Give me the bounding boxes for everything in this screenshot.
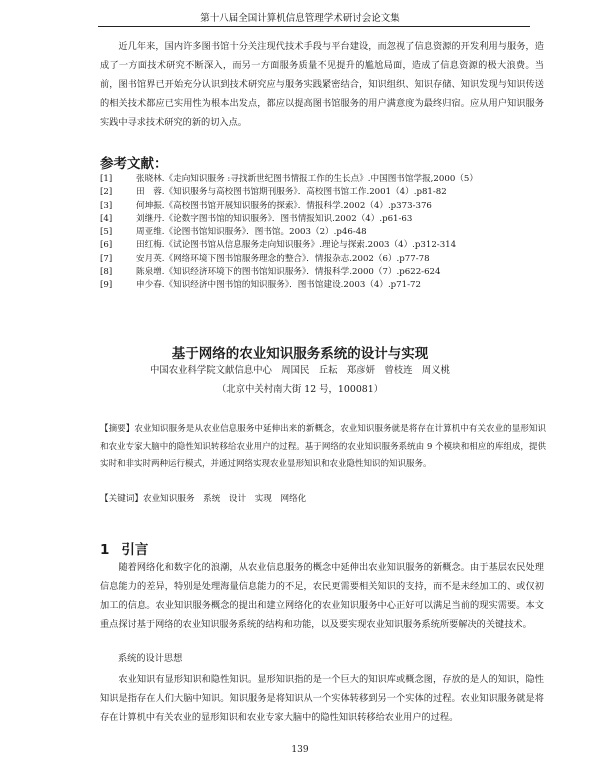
header-rule [98,26,530,27]
reference-number: [9] [100,280,113,291]
keywords-line: 【关键词】农业知识服务 系统 设计 实现 网络化 [100,494,307,504]
section-number: 1 [100,542,110,558]
reference-text: 张晓林.《走向知识服务 :寻找新世纪图书情报工作的生长点》.中国图书馆学报,2000（5） [136,174,478,184]
reference-number: [7] [100,253,113,264]
section-paragraph-1: 随着网络化和数字化的浪潮，从农业信息服务的概念中延伸出农业知识服务的新概念。由于基层农民处理信息能力的差异，特别是处理海量信息能力的不足，农民更需要相关知识的支持，而不是未经加工的、或仅初加工的信息。农业知识服务概念的提出和建立网络化的农业知识服务中心正好可以满足当前的现实需要。本文重点探讨基于网络的农业知识服务系统的结构和功能，以及要实现农业知识服务系统所要解决的关键技术。 [100,562,544,630]
reference-text: 田红梅.《试论图书馆从信息服务走向知识服务》.理论与探索.2003（4）.p312-314 [136,240,457,251]
running-header: 第十八届全国计算机信息管理学术研讨会论文集 [200,13,400,24]
reference-text: 周亚维.《论图书馆知识服务》．图书馆。2003（2）.p46-48 [136,227,367,238]
intro-paragraph: 近几年来，国内许多图书馆十分关注现代技术手段与平台建设，而忽视了信息资源的开发利用与服务，造成了一方面技术研究不断深入，而另一方面服务质量不见提升的尴尬局面，造成了信息资源的极大浪费。当前，图书馆界已开始充分认识到技术研究应与服务实践紧密结合，知识组织、知识存储、知识发现与知识传送的相关技术都应已实用性为根本出发点，都应以提高图书馆服务的用户满意度为最终归宿。应从用户知识服务实践中寻求技术研究的新的切入点。 [100,41,544,128]
reference-text: 刘继丹.《论数字图书馆的知识服务》．图书情报知识.2002（4）.p61-63 [136,213,413,224]
section-heading [100,538,148,558]
reference-number: [4] [100,213,113,224]
references-heading: 参考文献： [100,156,168,172]
reference-item [100,239,544,252]
reference-item [100,173,544,186]
author-line: 中国农业科学院文献信息中心 周国民 丘耘 郑彦妍 曾枝连 周义桃 [149,365,450,376]
reference-text: 安月英.《网络环境下图书馆服务理念的整合》．情报杂志.2002（6）.p77-78 [136,253,430,264]
reference-number: [5] [100,227,113,238]
reference-number: [1] [100,174,113,184]
reference-text: 陈泉增.《知识经济环境下的图书馆知识服务》．情报科学.2000（7）.p622-624 [136,267,441,278]
reference-text: 田 蓉.《知识服务与高校图书馆期刊服务》．高校图书馆工作.2001（4）.p81-82 [136,187,447,198]
reference-text: 何坤振.《高校图书馆开展知识服务的探索》．情报科学.2002（4）.p373-376 [136,200,432,211]
reference-number: [2] [100,187,113,198]
references-list [100,173,544,293]
reference-number: [8] [100,267,113,278]
reference-item [100,186,544,199]
reference-number: [3] [100,200,113,211]
reference-item [100,266,544,279]
reference-item [100,279,544,292]
abstract-paragraph: 【摘要】农业知识服务是从农业信息服务中延伸出来的新概念，农业知识服务就是将存在计算机中有关农业的显形知识和农业专家大脑中的隐性知识转移给农业用户的过程。基于网络的农业知识服务系统由 9 个模块和相应的库组成，提供实时和非实时两种运行模式，并通过网络实现农业显形知识和农业隐性知识的知识服务。 [100,424,546,470]
section-title: 引言 [121,542,149,558]
article-title: 基于网络的农业知识服务系统的设计与实现 [171,346,429,362]
reference-number: [6] [100,240,113,251]
reference-text: 申少春.《知识经济中图书馆的知识服务》．图书馆建设.2003（4）.p71-72 [136,280,421,291]
section-paragraph-2: 农业知识有显形知识和隐性知识。显形知识指的是一个巨大的知识库或概念图，存放的是人的知识，隐性知识是指存在人们大脑中知识。知识服务是将知识从一个实体转移到另一个实体的过程。农业知识服务就是将存在计算机中有关农业的显形知识和农业专家大脑中的隐性知识转移给农业用户的过程。 [100,674,544,723]
reference-item [100,226,544,239]
page-number: 139 [291,745,309,755]
reference-item [100,213,544,226]
author-address: （北京中关村南大街 12 号，100081） [216,384,384,395]
reference-item [100,200,544,213]
subsection-heading: 系统的设计思想 [118,653,183,664]
reference-item [100,253,544,266]
